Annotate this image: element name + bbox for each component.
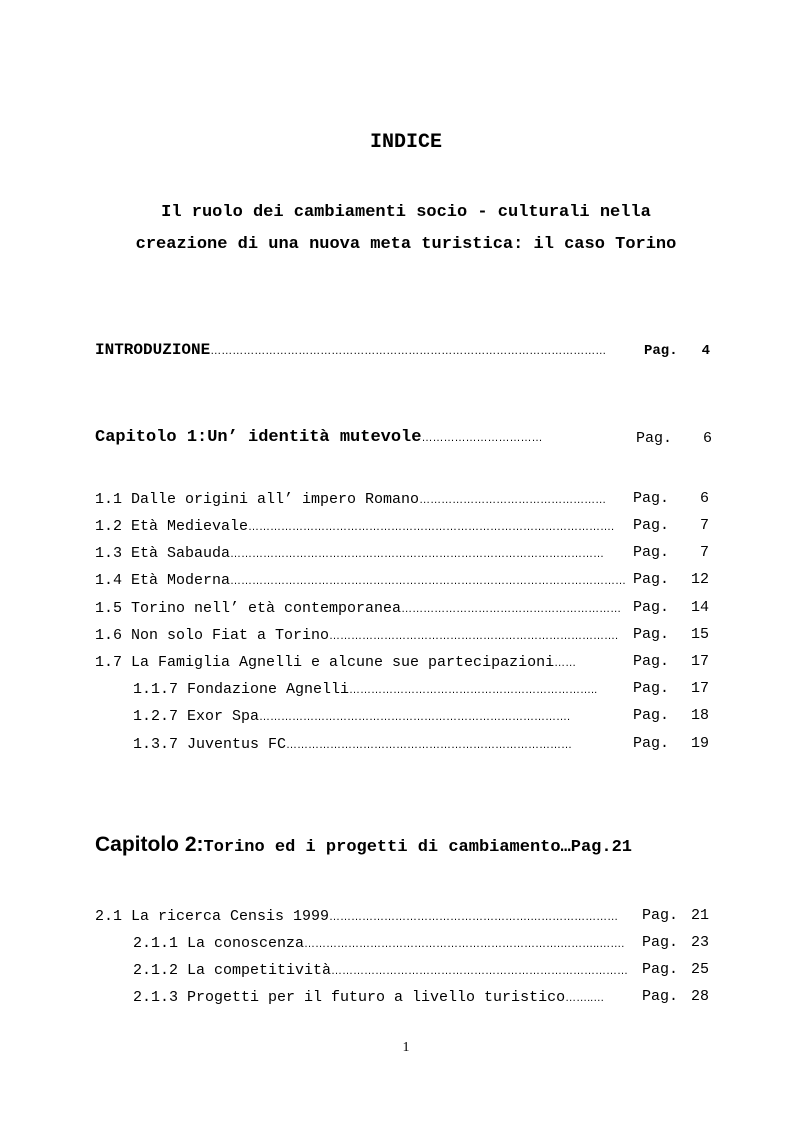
toc-label: 1.7 La Famiglia Agnelli e alcune sue partecipazioni xyxy=(95,654,555,671)
toc-page-number: 17 xyxy=(690,653,709,670)
toc-label: 2.1.1 La conoscenza xyxy=(133,935,305,952)
toc-pag-label: Pag. xyxy=(633,735,670,752)
page-title: INDICE xyxy=(369,131,442,154)
subtitle-line-1: Il ruolo dei cambiamenti socio - culturali nella xyxy=(161,203,651,222)
toc-leader-dots: …………………………… xyxy=(421,432,543,444)
toc-leader-dots: ……..… xyxy=(565,992,605,1004)
toc-pag-label: Pag. xyxy=(633,571,670,588)
toc-label: 1.6 Non solo Fiat a Torino xyxy=(95,627,330,644)
toc-pag-label: Pag. xyxy=(644,343,678,359)
toc-pag-label: Pag. xyxy=(633,680,670,697)
toc-page-number: 4 xyxy=(701,343,710,359)
toc-page-number: 14 xyxy=(690,599,709,616)
toc-label: 1.1 Dalle origini all’ impero Romano xyxy=(95,491,420,508)
toc-pag-label: Pag. xyxy=(642,907,679,924)
toc-page-number: 7 xyxy=(699,544,709,561)
toc-leader-dots: ………………………………………………………………………………………. xyxy=(248,521,615,533)
toc-entry[interactable] xyxy=(133,934,624,952)
toc-pag-label: Pag. xyxy=(633,544,670,561)
toc-leader-dots: …… xyxy=(554,657,577,669)
toc-label: 1.2 Età Medievale xyxy=(95,518,249,535)
toc-pag-label: Pag. xyxy=(642,988,679,1005)
toc-leader-dots: ……………………………………………………………………. xyxy=(329,630,619,642)
toc-pag-label: Pag. xyxy=(633,653,670,670)
toc-label: 1.1.7 Fondazione Agnelli xyxy=(133,681,350,698)
toc-page-number: 18 xyxy=(690,707,709,724)
toc-page-number: 15 xyxy=(690,626,709,643)
toc-label: 1.3 Età Sabauda xyxy=(95,545,231,562)
toc-page-number: 25 xyxy=(690,961,709,978)
toc-label-chapter-title: Torino ed i progetti di cambiamento…Pag.21 xyxy=(203,838,632,857)
toc-entry-chapter-1[interactable] xyxy=(95,428,542,447)
page-number: 1 xyxy=(402,1040,410,1055)
toc-pag-label: Pag. xyxy=(642,934,679,951)
toc-entry[interactable] xyxy=(95,599,621,617)
toc-pag-label: Pag. xyxy=(633,599,670,616)
toc-label: 1.3.7 Juventus FC xyxy=(133,736,287,753)
toc-page-number: 23 xyxy=(690,934,709,951)
toc-entry[interactable] xyxy=(95,517,614,535)
toc-leader-dots: ………………………………………………………………………………………… xyxy=(230,548,605,560)
toc-pag-label: Pag. xyxy=(642,961,679,978)
subtitle-line-2: creazione di una nuova meta turistica: il caso Torino xyxy=(135,235,677,254)
toc-entry[interactable] xyxy=(133,680,597,698)
toc-entry[interactable] xyxy=(133,961,628,979)
toc-pag-label: Pag. xyxy=(633,707,670,724)
toc-label: 1.4 Età Moderna xyxy=(95,572,231,589)
toc-leader-dots: ………………………………………………………….. xyxy=(349,684,598,696)
toc-leader-dots: ……………………………………………………………………………………………… xyxy=(210,345,607,357)
toc-page-number: 17 xyxy=(690,680,709,697)
toc-leader-dots: ……………………………………………….…………………… xyxy=(329,911,619,923)
toc-leader-dots: …………………………………………………………………………. xyxy=(259,711,571,723)
toc-label: 1.2.7 Exor Spa xyxy=(133,708,260,725)
toc-pag-label: Pag. xyxy=(633,490,670,507)
toc-leader-dots: ……………………………………………………………………………………………… xyxy=(230,575,627,587)
toc-leader-dots: …………………………………………………………….………..……. xyxy=(304,938,625,950)
toc-page-number: 21 xyxy=(690,907,709,924)
toc-page-number: 6 xyxy=(699,490,709,507)
toc-entry[interactable] xyxy=(95,571,626,589)
toc-page-number: 7 xyxy=(699,517,709,534)
toc-label: 1.5 Torino nell’ età contemporanea xyxy=(95,600,402,617)
toc-entry[interactable] xyxy=(95,653,576,671)
toc-page-number: 19 xyxy=(690,735,709,752)
toc-pag-label: Pag. xyxy=(633,626,670,643)
toc-leader-dots: ……………………………………………………………………… xyxy=(331,965,629,977)
toc-leader-dots: …………………………………………………… xyxy=(401,603,622,615)
toc-entry-chapter-2[interactable] xyxy=(95,833,632,857)
toc-label: 2.1.3 Progetti per il futuro a livello turistico xyxy=(133,989,566,1006)
toc-entry[interactable] xyxy=(133,707,570,725)
toc-entry[interactable] xyxy=(133,735,572,753)
toc-entry[interactable] xyxy=(133,988,604,1006)
toc-entry[interactable] xyxy=(95,490,606,508)
toc-entry[interactable] xyxy=(95,907,618,925)
toc-entry-introduzione[interactable] xyxy=(95,341,606,359)
toc-entry[interactable] xyxy=(95,544,604,562)
toc-page-number: 28 xyxy=(690,988,709,1005)
toc-leader-dots: …………………………………………………………………… xyxy=(286,739,573,751)
toc-label: INTRODUZIONE xyxy=(95,341,211,359)
toc-label: Capitolo 1:Un’ identità mutevole xyxy=(95,428,422,447)
toc-page-number: 12 xyxy=(690,571,709,588)
toc-pag-label: Pag. xyxy=(636,430,673,447)
toc-leader-dots: …………………………………………… xyxy=(419,494,607,506)
toc-label: 2.1 La ricerca Censis 1999 xyxy=(95,908,330,925)
toc-entry[interactable] xyxy=(95,626,618,644)
toc-page-number: 6 xyxy=(702,430,712,447)
toc-pag-label: Pag. xyxy=(633,517,670,534)
toc-label-chapter-number: Capitolo 2: xyxy=(95,833,204,856)
toc-label: 2.1.2 La competitività xyxy=(133,962,332,979)
